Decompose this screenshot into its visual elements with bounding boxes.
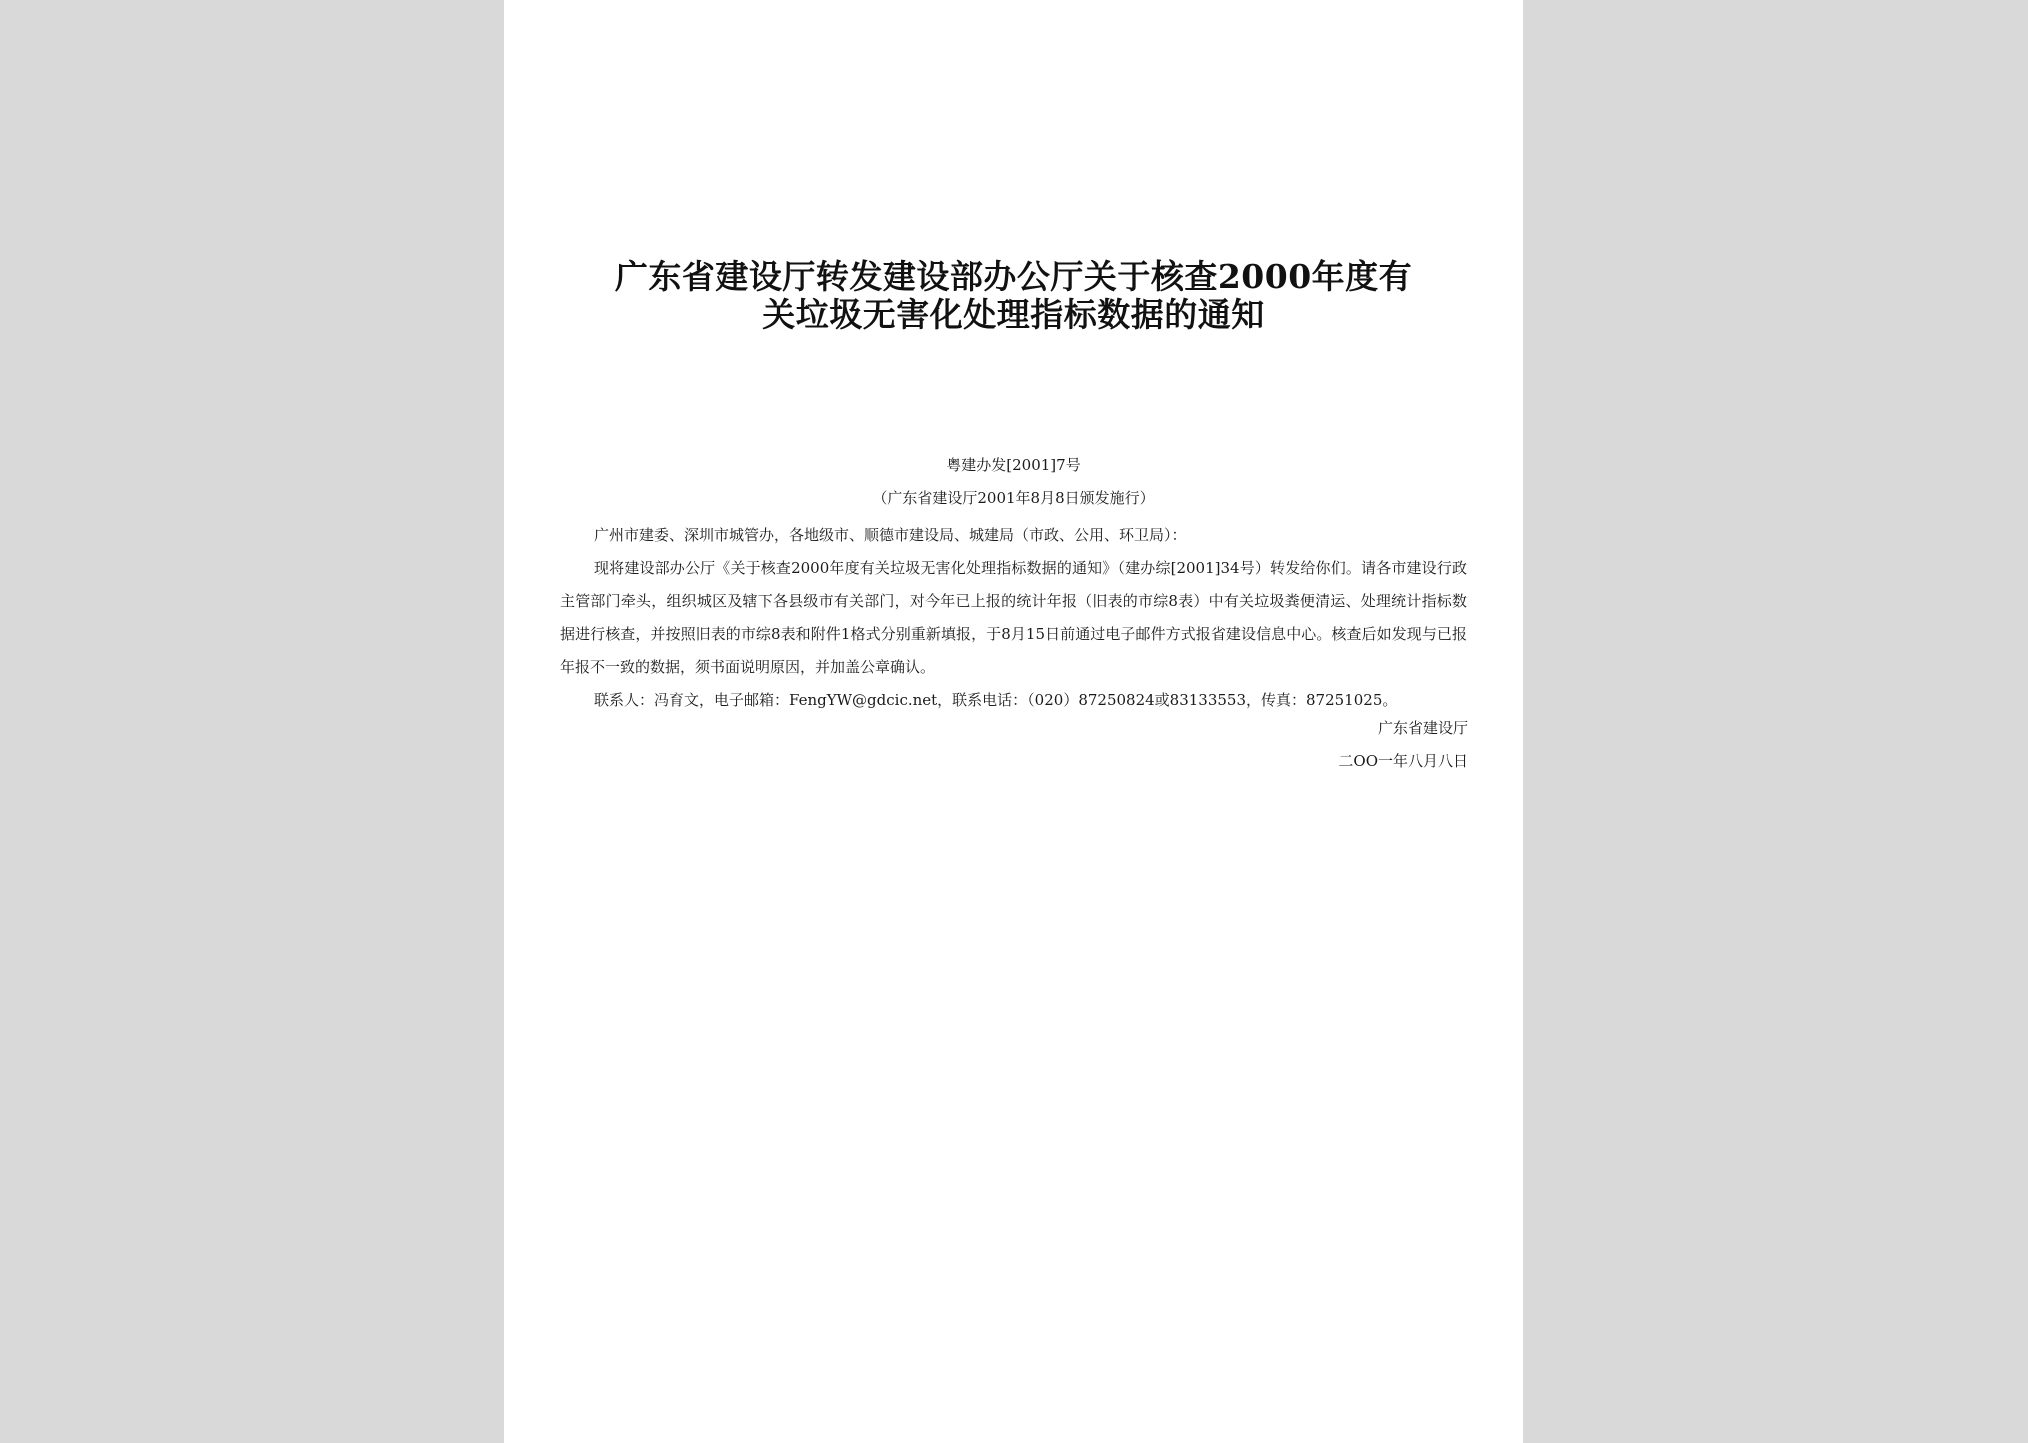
document-number: 粤建办发[2001]7号 (946, 456, 1081, 474)
document-page (504, 0, 1523, 1443)
document-title (594, 258, 1433, 334)
addressee-paragraph: 广州市建委、深圳市城管办，各地级市、顺德市建设局、城建局（市政、公用、环卫局）： (594, 526, 1187, 544)
issued-note: （广东省建设厅2001年8月8日颁发施行） (872, 489, 1155, 507)
signature-organization: 广东省建设厅 (1377, 719, 1468, 737)
contact-paragraph: 联系人：冯育文，电子邮箱：FengYW@gdcic.net，联系电话：（020）87250824或83133553，传真：87251025。 (594, 691, 1398, 709)
title-line-1: 广东省建设厅转发建设部办公厅关于核查2000年度有 (614, 257, 1413, 296)
title-line-2: 关垃圾无害化处理指标数据的通知 (762, 295, 1265, 334)
signature-date: 二OO一年八月八日 (1338, 752, 1468, 770)
document-body (560, 519, 1467, 717)
main-paragraph: 现将建设部办公厅《关于核查2000年度有关垃圾无害化处理指标数据的通知》（建办综[2001]34号）转发给你们。请各市建设行政主管部门牵头，组织城区及辖下各县级市有关部门，对今年已上报的统计年报（旧表的市综8表）中有关垃圾粪便清运、处理统计指标数据进行核查，并按照旧表的市综8表和附件1格式分别重新填报，于8月15日前通过电子邮件方式报省建设信息中心。核查后如发现与已报年报不一致的数据，须书面说明原因，并加盖公章确认。 (560, 559, 1467, 676)
